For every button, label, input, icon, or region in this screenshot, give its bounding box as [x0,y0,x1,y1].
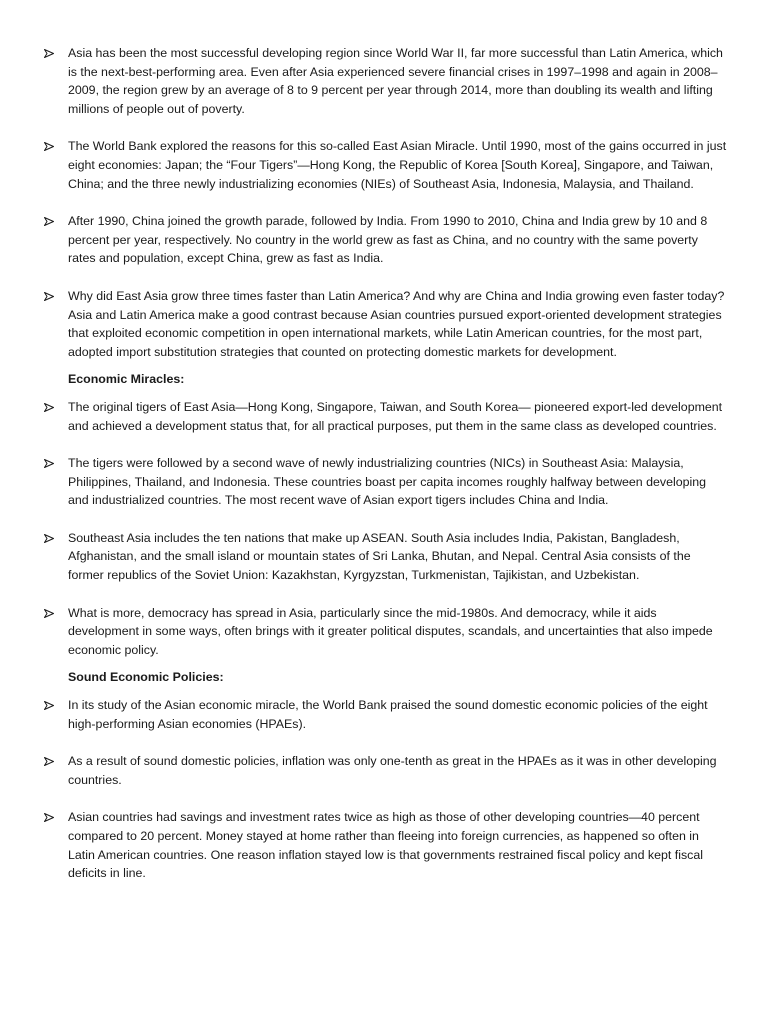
bullet-text: Asian countries had savings and investment rates twice as high as those of other developing countries—40 percent compared to 20 percent. Money stayed at home rather than fleeing into foreign currencies, as happened so often in Latin American countries. One reason inflation stayed low is that governments restrained fiscal policy and kept fiscal deficits in line. [68,810,704,881]
bullet-text: In its study of the Asian economic miracle, the World Bank praised the sound domestic economic policies of the eight high-performing Asian economies (HPAEs). [68,698,708,731]
arrowhead-bullet-icon [44,609,54,618]
arrowhead-bullet-icon [44,534,54,543]
bullet-item [0,808,728,882]
bullet-item [0,752,728,789]
bullet-text: The tigers were followed by a second wave of newly industrializing countries (NICs) in Southeast Asia: Malaysia, Philippines, Thailand, and Indonesia. These countries boast per capita incomes roughly halfway between developing and industrialized countries. The most recent wave of Asian export tigers includes China and India. [68,456,707,508]
bullet-text: Asia has been the most successful developing region since World War II, far more successful than Latin America, which is the next-best-performing area. Even after Asia experienced severe financial crises in 1997–1998 and again in 2008–2009, the region grew by an average of 8 to 9 percent per year through 2014, more than doubling its wealth and lifting millions of people out of poverty. [68,46,723,116]
bullet-item [0,454,728,510]
bullet-item [0,696,728,733]
bullet-item [0,212,728,268]
bullet-item [0,287,728,361]
bullet-text: The original tigers of East Asia—Hong Kong, Singapore, Taiwan, and South Korea— pioneered export-led development and achieved a development status that, for all practical purposes, put them in the same class as developed countries. [68,399,723,433]
section-heading: Sound Economic Policies: [68,670,224,685]
bullet-item [0,398,728,435]
bullet-text: What is more, democracy has spread in Asia, particularly since the mid-1980s. And democracy, while it aids development in some ways, often brings with it greater political disputes, scandals, and uncertainties that also impede economic policy. [68,605,713,657]
bullet-item [0,529,728,585]
arrowhead-bullet-icon [44,757,54,766]
section-heading: Economic Miracles: [68,372,185,387]
arrowhead-bullet-icon [44,459,54,468]
bullet-text: As a result of sound domestic policies, inflation was only one-tenth as great in the HPAEs as it was in other developing countries. [68,754,717,787]
bullet-item [0,44,728,118]
bullet-item [0,137,728,193]
arrowhead-bullet-icon [44,813,54,822]
arrowhead-bullet-icon [44,403,54,412]
bullet-text: Southeast Asia includes the ten nations that make up ASEAN. South Asia includes India, Pakistan, Bangladesh, Afghanistan, and the small island or mountain states of Sri Lanka, Bhutan, and Nepal. Central Asia consists of the former republics of the Soviet Union: Kazakhstan, Kyrgyzstan, Turkmenistan, Tajikistan, and Uzbekistan. [68,530,691,583]
bullet-text: Why did East Asia grow three times faster than Latin America? And why are China and India growing even faster today? Asia and Latin America make a good contrast because Asian countries pursued export-oriented development strategies that exploited economic competition in open international markets, while Latin American countries, for the most part, adopted import substitution strategies that counted on protecting domestic markets for development. [68,288,725,359]
arrowhead-bullet-icon [44,217,54,226]
bullet-text: The World Bank explored the reasons for this so-called East Asian Miracle. Until 1990, most of the gains occurred in just eight economies: Japan; the “Four Tigers”—Hong Kong, the Republic of Korea [South Korea], Singapore, and Taiwan, China; and the three newly industrializing economies (NIEs) of Southeast Asia, Indonesia, Malaysia, and Thailand. [68,139,727,191]
arrowhead-bullet-icon [44,292,54,301]
arrowhead-bullet-icon [44,49,54,58]
bullet-text: After 1990, China joined the growth parade, followed by India. From 1990 to 2010, China and India grew by 10 and 8 percent per year, respectively. No country in the world grew as fast as China, and no country with the same poverty rates and population, except China, grew as fast as India. [68,214,708,266]
arrowhead-bullet-icon [44,701,54,710]
arrowhead-bullet-icon [44,142,54,151]
bullet-item [0,604,728,660]
